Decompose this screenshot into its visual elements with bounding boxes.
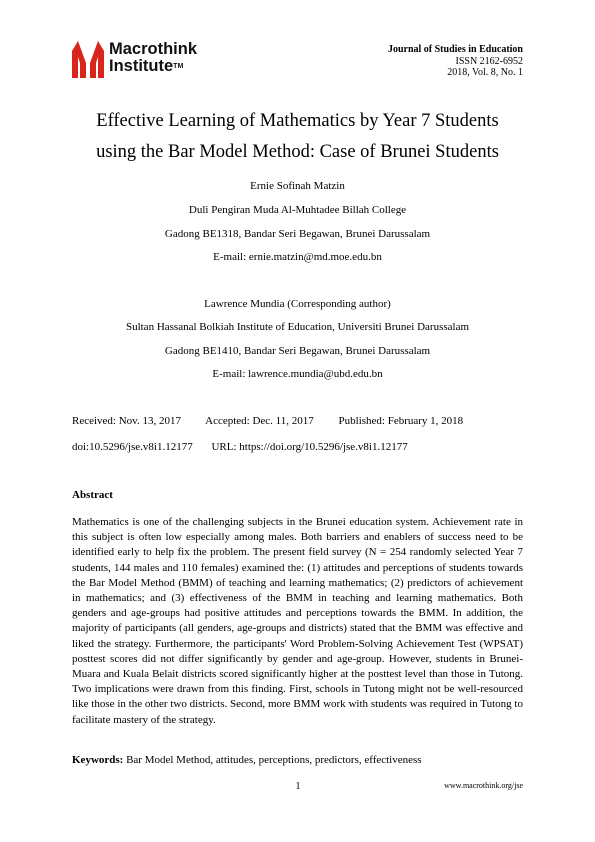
author1-name: Ernie Sofinah Matzin	[250, 180, 345, 192]
abstract-body: Mathematics is one of the challenging subjects in the Brunei education system. Achievement rate in this subject is often low especially among males. Both barriers and enablers of success need to be identified early to help fix the problem. The present field survey (N = 254 randomly selected Year 7 students, 144 males and 110 females) examined the: (1) attitudes and perceptions of students towards the Bar Model Method (BMM) of teaching and learning mathematics; (2) predictors of achievement in mathematics; and (3) effectiveness of the BMM in teaching and learning mathematics. Both genders and age-groups had positive attitudes and perceptions towards the BMM. In addition, the majority of participants (all genders, age-groups and districts) stated that the BMM was effective and liked the strategy. Furthermore, the participants' Word Problem-Solving Achievement Test (WPSAT) posttest scores did not differ significantly by gender and age-group. However, students in Brunei-Muara and Kuala Belait districts scored significantly higher at the posttest level than those in Tutong. Two implications were drawn from this finding. First, schools in Tutong might not be well-resourced like those in the other two districts. Second, more BMM work with students was required in Tutong to facilitate mastery of the strategy.	[72, 516, 523, 726]
author1-affiliation: Duli Pengiran Muda Al-Muhtadee Billah College	[188, 204, 407, 216]
author1-email[interactable]: E-mail: ernie.matzin@md.moe.edu.bn	[213, 251, 382, 263]
paper-title	[60, 106, 535, 168]
title-line-1: Effective Learning of Mathematics by Year 7 Students	[96, 111, 499, 131]
identifiers	[72, 441, 424, 453]
received-date: Received: Nov. 13, 2017	[72, 415, 181, 427]
publication-dates	[72, 415, 532, 427]
author1-address: Gadong BE1318, Bandar Seri Begawan, Brunei Darussalam	[164, 228, 431, 240]
keywords-text: Bar Model Method, attitudes, perceptions, predictors, effectiveness	[126, 754, 422, 766]
author2-name: Lawrence Mundia (Corresponding author)	[204, 298, 391, 310]
author2-affiliation: Sultan Hassanal Bolkiah Institute of Education, Universiti Brunei Darussalam	[125, 321, 470, 333]
keywords	[72, 754, 422, 766]
title-line-2: using the Bar Model Method: Case of Brunei Students	[96, 142, 499, 162]
logo-line1: Macrothink	[109, 40, 198, 58]
author2-address: Gadong BE1410, Bandar Seri Begawan, Brunei Darussalam	[164, 345, 431, 357]
journal-info	[388, 44, 523, 79]
published-date: Published: February 1, 2018	[338, 415, 464, 427]
page-number: 1	[295, 781, 301, 792]
doi-text: doi:10.5296/jse.v8i1.12177	[72, 441, 193, 453]
macrothink-logo-mark	[72, 41, 104, 78]
author2-email[interactable]: E-mail: lawrence.mundia@ubd.edu.bn	[212, 368, 383, 380]
logo-line2: Institute	[109, 57, 174, 75]
doi-url-link[interactable]: URL: https://doi.org/10.5296/jse.v8i1.12177	[211, 441, 408, 453]
journal-name: Journal of Studies in Education	[387, 44, 523, 55]
footer-url-link[interactable]: www.macrothink.org/jse	[444, 781, 523, 790]
logo-wordmark	[109, 41, 197, 75]
logo-tm: TM	[173, 63, 184, 70]
abstract-heading: Abstract	[72, 489, 113, 501]
journal-volume: 2018, Vol. 8, No. 1	[447, 67, 523, 78]
journal-issn: ISSN 2162-6952	[455, 55, 523, 67]
keywords-label: Keywords:	[72, 754, 124, 766]
publisher-logo	[72, 41, 232, 81]
accepted-date: Accepted: Dec. 11, 2017	[205, 415, 314, 427]
